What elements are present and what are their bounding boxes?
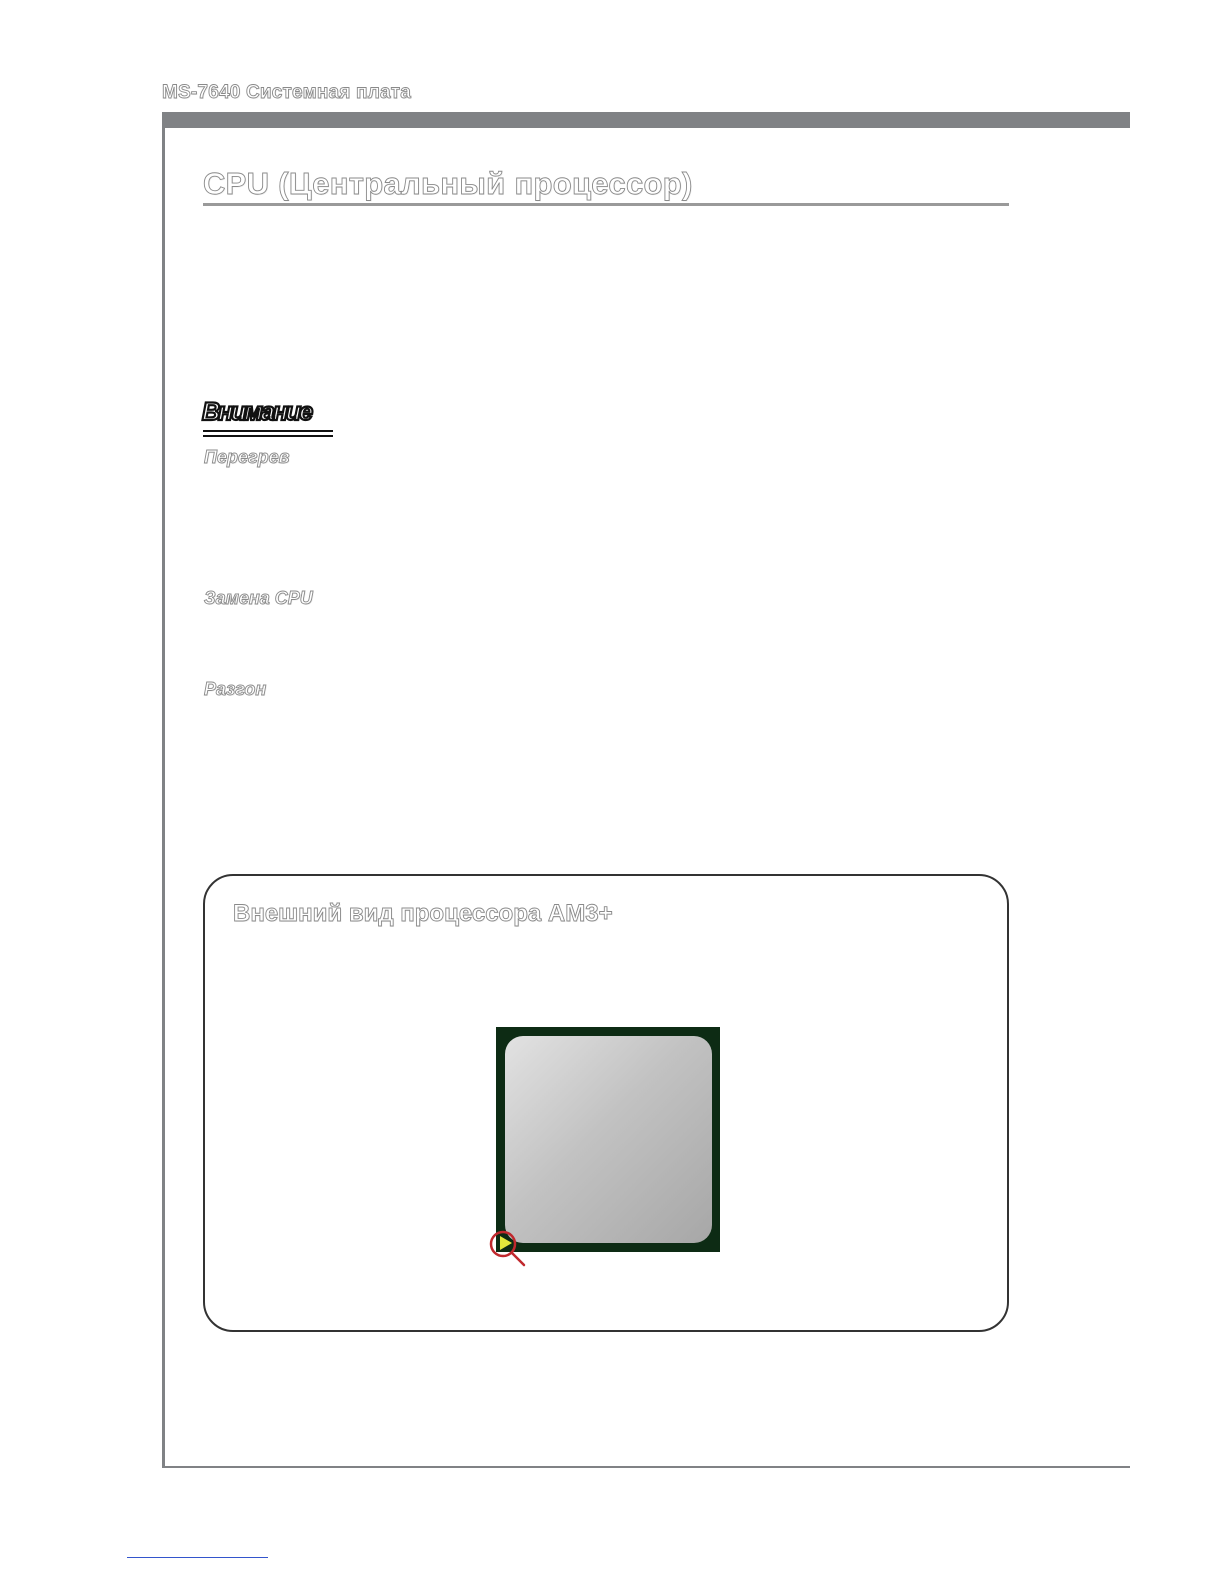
page-header-title: MS-7640 Системная плата: [162, 82, 412, 103]
section-title-underline: [203, 203, 1009, 206]
header-bar: [162, 112, 1130, 128]
section-title: CPU (Центральный процессор): [203, 166, 693, 201]
subheading-overclocking: Разгон: [204, 679, 267, 699]
left-margin-rule: [162, 112, 165, 1468]
magnifier-icon: [486, 1227, 530, 1271]
warning-heading-underline: [203, 430, 333, 437]
cpu-figure-title: Внешний вид процессора AM3+: [233, 900, 613, 927]
bottom-rule: [162, 1466, 1130, 1468]
subheading-cpu-replacement: Замена CPU: [204, 588, 313, 608]
warning-heading: Внимание: [202, 398, 312, 426]
footer-link-underline: [127, 1557, 268, 1558]
subheading-overheat: Перегрев: [204, 447, 290, 467]
cpu-heatspreader: [505, 1036, 712, 1243]
